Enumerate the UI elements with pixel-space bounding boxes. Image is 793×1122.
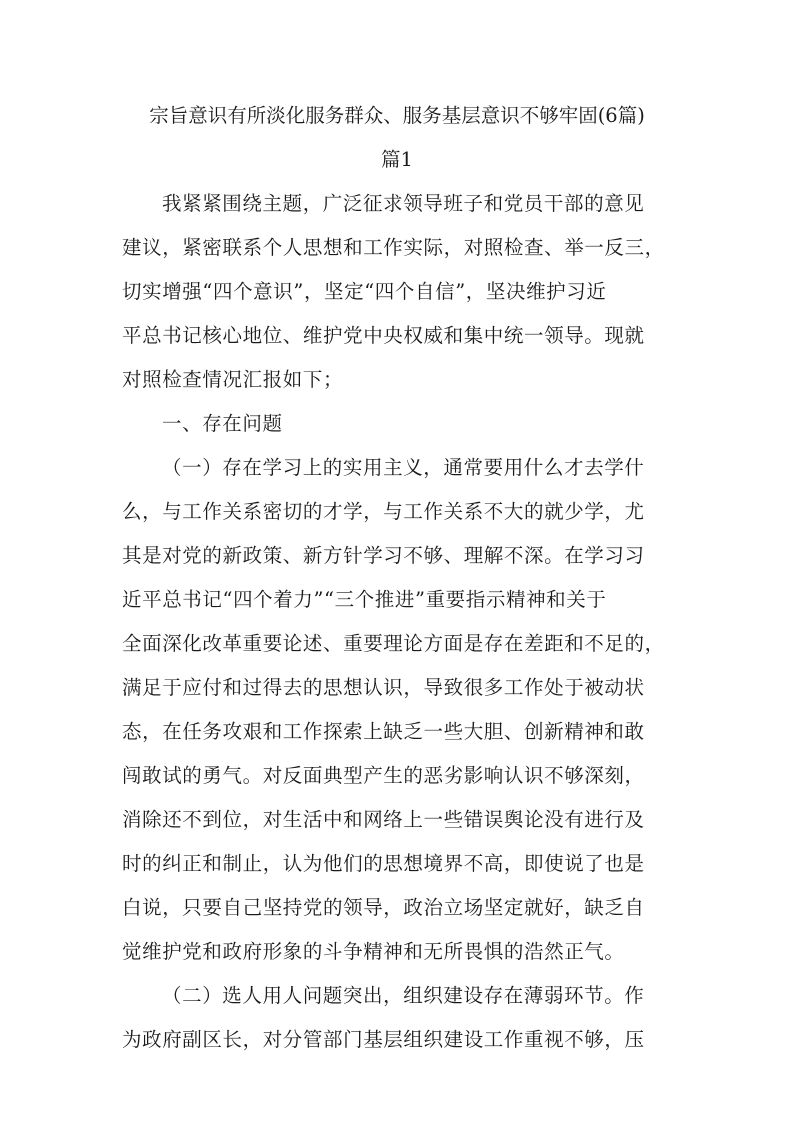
paragraph-line: 满足于应付和过得去的思想认识，导致很多工作处于被动状 (122, 676, 645, 699)
paragraph-line: 全面深化改革重要论述、重要理论方面是存在差距和不足的， (122, 632, 665, 655)
paragraph-line: 对照检查情况汇报如下； (122, 368, 344, 391)
section-heading-line: 一、存在问题 (162, 412, 283, 435)
paragraph-line: 我紧紧围绕主题，广泛征求领导班子和党员干部的意见 (162, 192, 645, 215)
document-title: 宗旨意识有所淡化服务群众、服务基层意识不够牢固(6篇) (149, 104, 645, 127)
section-heading: 篇1 (381, 148, 413, 171)
paragraph-line: 平总书记核心地位、维护党中央权威和集中统一领导。现就 (122, 324, 645, 347)
paragraph-line: 么，与工作关系密切的才学，与工作关系不大的就少学，尤 (122, 500, 645, 523)
paragraph-line: 白说，只要自己坚持党的领导，政治立场坚定就好，缺乏自 (122, 896, 645, 919)
paragraph-line: 消除还不到位，对生活中和网络上一些错误舆论没有进行及 (122, 808, 645, 831)
paragraph-line: 其是对党的新政策、新方针学习不够、理解不深。在学习习 (122, 544, 645, 567)
paragraph-line: 态，在任务攻艰和工作探索上缺乏一些大胆、创新精神和敢 (122, 720, 645, 743)
paragraph-line: 闯敢试的勇气。对反面典型产生的恶劣影响认识不够深刻， (122, 764, 645, 787)
paragraph-line: 觉维护党和政府形象的斗争精神和无所畏惧的浩然正气。 (122, 940, 625, 963)
paragraph-line: 建议，紧密联系个人思想和工作实际，对照检查、举一反三， (122, 236, 665, 259)
paragraph-line: 切实增强“四个意识”，坚定“四个自信”，坚决维护习近 (122, 280, 607, 303)
paragraph-line: 近平总书记“四个着力”“三个推进”重要指示精神和关于 (122, 588, 607, 611)
paragraph-line: （二）选人用人问题突出，组织建设存在薄弱环节。作 (162, 984, 645, 1007)
paragraph-line: 时的纠正和制止，认为他们的思想境界不高，即使说了也是 (122, 852, 645, 875)
paragraph-line: 为政府副区长，对分管部门基层组织建设工作重视不够，压 (122, 1028, 645, 1051)
paragraph-line: （一）存在学习上的实用主义，通常要用什么才去学什 (162, 456, 645, 479)
